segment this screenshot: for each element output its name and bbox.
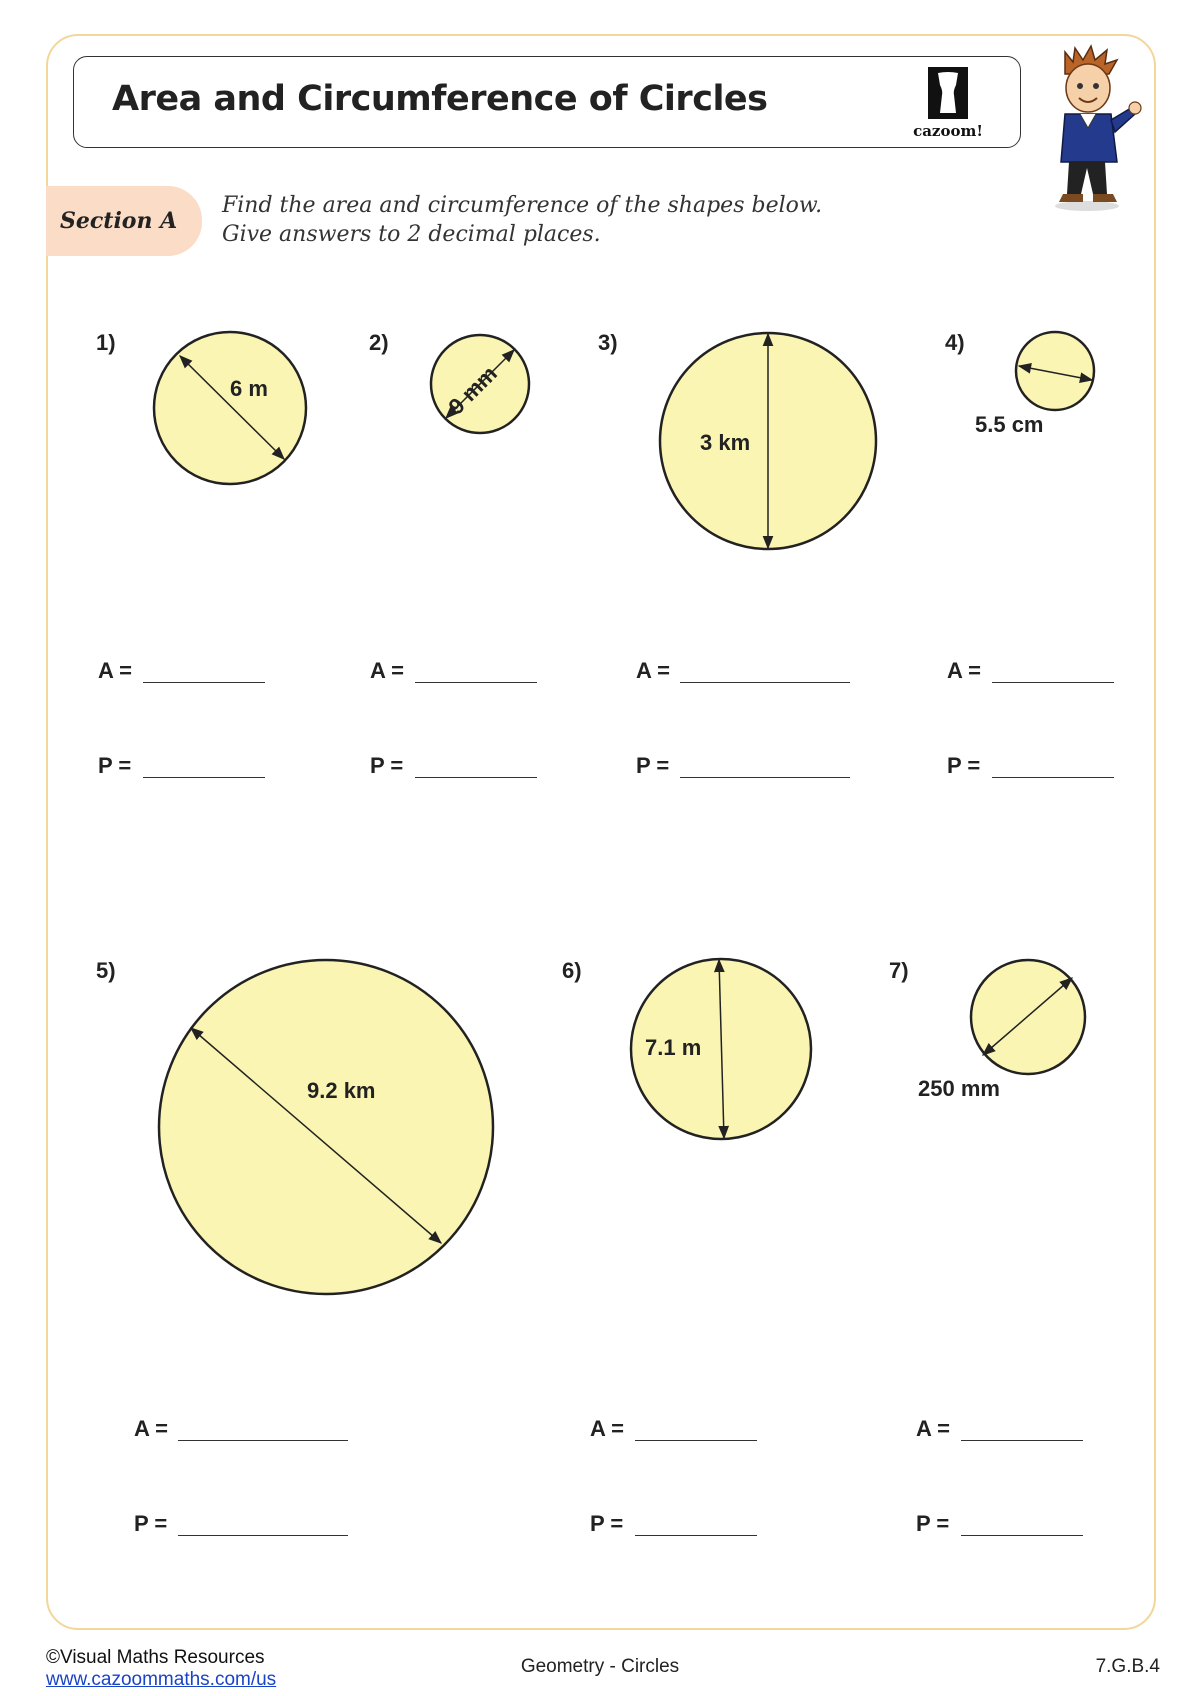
area-label: A = <box>370 658 405 683</box>
perimeter-label: P = <box>636 753 670 778</box>
question-number-5: 5) <box>96 958 116 983</box>
area-answer-3 <box>636 658 670 684</box>
answer-line[interactable] <box>635 1535 757 1536</box>
perimeter-answer-5 <box>134 1511 167 1537</box>
answer-line[interactable] <box>143 682 265 683</box>
circle-label-6: 7.1 m <box>645 1035 702 1060</box>
answer-line[interactable] <box>415 682 537 683</box>
area-answer-4 <box>947 658 981 684</box>
question-number-2: 2) <box>369 330 389 355</box>
question-number-6: 6) <box>562 958 582 983</box>
perimeter-label: P = <box>947 753 981 778</box>
instruction-line-2: Give answers to 2 decimal places. <box>222 222 601 247</box>
circle-4 <box>975 332 1094 437</box>
footer-topic: Geometry - Circles <box>520 1656 680 1677</box>
circle-label-3: 3 km <box>700 430 751 455</box>
perimeter-answer-1 <box>98 753 131 779</box>
area-label: A = <box>98 658 133 683</box>
question-number-1: 1) <box>96 330 116 355</box>
instruction-line-1: Find the area and circumference of the shapes below. <box>222 193 823 218</box>
perimeter-answer-6 <box>590 1511 623 1537</box>
circle-3 <box>660 333 876 549</box>
area-label: A = <box>947 658 982 683</box>
circle-6 <box>631 959 811 1139</box>
website-link[interactable]: www.cazoommaths.com/us <box>46 1669 277 1690</box>
answer-line[interactable] <box>992 682 1114 683</box>
perimeter-answer-3 <box>636 753 669 779</box>
answer-line[interactable] <box>961 1440 1083 1441</box>
answer-line[interactable] <box>992 777 1114 778</box>
area-label: A = <box>590 1416 625 1441</box>
area-label: A = <box>916 1416 951 1441</box>
circle-label-5: 9.2 km <box>307 1078 376 1103</box>
perimeter-label: P = <box>916 1511 950 1536</box>
area-answer-1 <box>98 658 132 684</box>
answer-line[interactable] <box>415 777 537 778</box>
question-number-7: 7) <box>889 958 909 983</box>
copyright-text: ©Visual Maths Resources <box>46 1647 265 1668</box>
perimeter-label: P = <box>98 753 132 778</box>
page-title: Area and Circumference of Circles <box>112 79 768 119</box>
perimeter-label: P = <box>134 1511 168 1536</box>
perimeter-answer-4 <box>947 753 980 779</box>
answer-line[interactable] <box>961 1535 1083 1536</box>
circle-1 <box>154 332 306 484</box>
area-label: A = <box>636 658 671 683</box>
answer-line[interactable] <box>680 777 850 778</box>
question-number-4: 4) <box>945 330 965 355</box>
answer-line[interactable] <box>143 777 265 778</box>
answer-line[interactable] <box>680 682 850 683</box>
area-answer-2 <box>370 658 404 684</box>
circle-label-2: 9 mm <box>443 360 502 420</box>
perimeter-answer-2 <box>370 753 403 779</box>
footer-standard: 7.G.B.4 <box>1095 1656 1160 1677</box>
area-answer-5 <box>134 1416 168 1442</box>
area-answer-7 <box>916 1416 950 1442</box>
circle-7 <box>918 960 1085 1101</box>
perimeter-answer-7 <box>916 1511 949 1537</box>
circle-5 <box>159 960 493 1294</box>
circle-label-4: 5.5 cm <box>975 412 1044 437</box>
area-answer-6 <box>590 1416 624 1442</box>
perimeter-label: P = <box>590 1511 624 1536</box>
answer-line[interactable] <box>178 1440 348 1441</box>
perimeter-label: P = <box>370 753 404 778</box>
section-label: Section A <box>60 208 178 234</box>
circle-label-7: 250 mm <box>918 1076 1000 1101</box>
question-number-3: 3) <box>598 330 618 355</box>
answer-line[interactable] <box>635 1440 757 1441</box>
logo-text: cazoom! <box>913 122 983 140</box>
circle-2 <box>431 335 529 433</box>
answer-line[interactable] <box>178 1535 348 1536</box>
circle-label-1: 6 m <box>230 376 268 401</box>
area-label: A = <box>134 1416 169 1441</box>
